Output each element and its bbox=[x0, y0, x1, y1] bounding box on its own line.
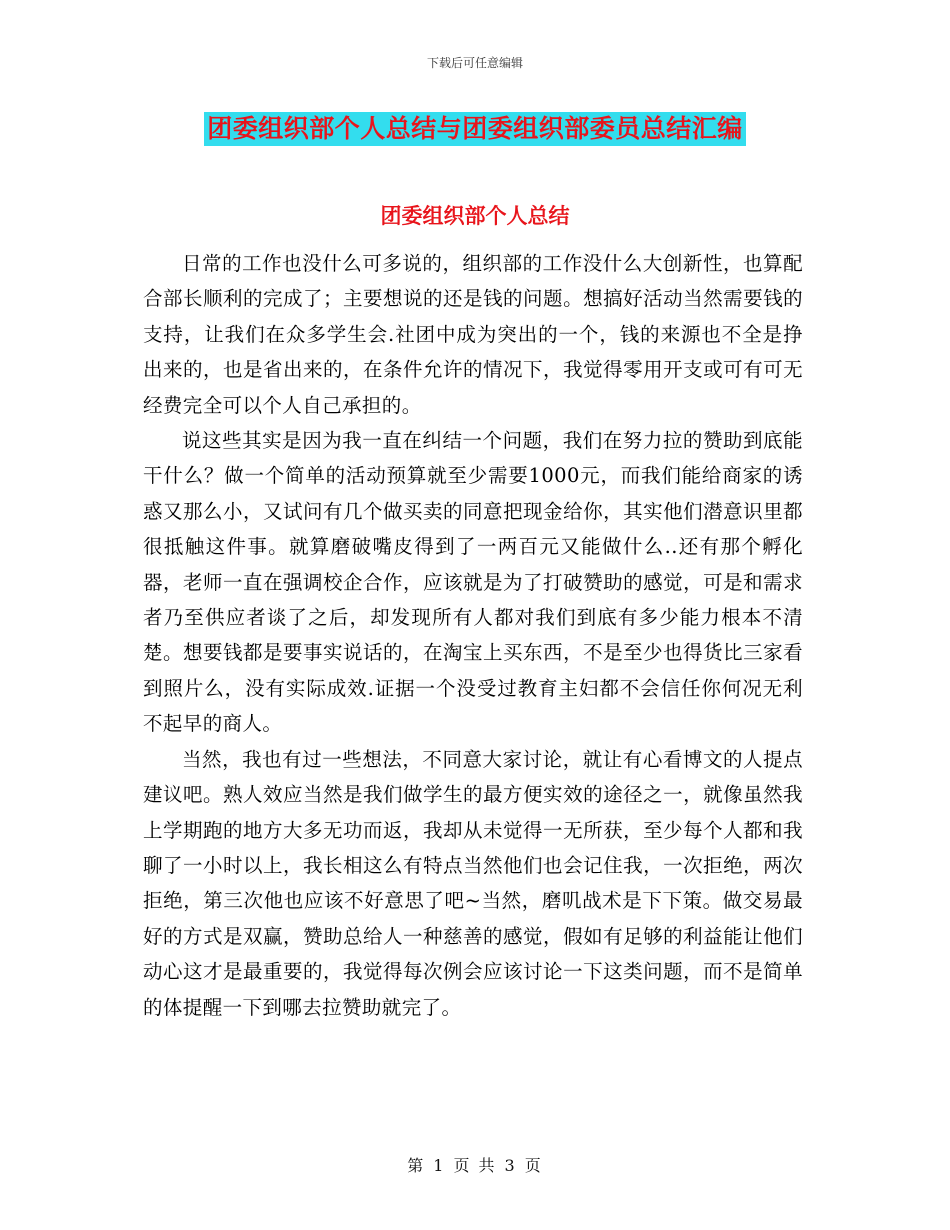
body-text bbox=[143, 246, 803, 1025]
main-title-container bbox=[0, 112, 950, 146]
page-footer bbox=[0, 1153, 950, 1176]
main-title: 团委组织部个人总结与团委组织部委员总结汇编 bbox=[204, 112, 746, 146]
footer-suffix: 页 bbox=[524, 1156, 543, 1175]
footer-total-pages: 3 bbox=[504, 1156, 517, 1175]
footer-prefix: 第 bbox=[407, 1156, 426, 1175]
paragraph-3: 当然，我也有过一些想法，不同意大家讨论，就让有心看博文的人提点建议吧。熟人效应当然是我们做学生的最方便实效的途径之一，就像虽然我上学期跑的地方大多无功而返，我却从未觉得一无所获，至少每个人都和我聊了一小时以上，我长相这么有特点当然他们也会记住我，一次拒绝，两次拒绝，第三次他也应该不好意思了吧~当然，磨叽战术是下下策。做交易最好的方式是双赢，赞助总给人一种慈善的感觉，假如有足够的利益能让他们动心这才是最重要的，我觉得每次例会应该讨论一下这类问题，而不是简单的体提醒一下到哪去拉赞助就完了。 bbox=[143, 747, 803, 1019]
paragraph-1: 日常的工作也没什么可多说的，组织部的工作没什么大创新性，也算配合部长顺利的完成了；主要想说的还是钱的问题。想搞好活动当然需要钱的支持，让我们在众多学生会.社团中成为突出的一个，钱的来源也不全是挣出来的，也是省出来的，在条件允许的情况下，我觉得零用开支或可有可无经费完全可以个人自己承担的。 bbox=[143, 252, 803, 417]
section-title: 团委组织部个人总结 bbox=[380, 204, 570, 228]
header-note: 下载后可任意编辑 bbox=[426, 56, 523, 70]
footer-middle: 页 共 bbox=[453, 1156, 497, 1175]
paragraph-2: 说这些其实是因为我一直在纠结一个问题，我们在努力拉的赞助到底能干什么？做一个简单的活动预算就至少需要1000元，而我们能给商家的诱惑又那么小，又试问有几个做买卖的同意把现金给你，其实他们潜意识里都很抵触这件事。就算磨破嘴皮得到了一两百元又能做什么..还有那个孵化器，老师一直在强调校企合作，应该就是为了打破赞助的感觉，可是和需求者乃至供应者谈了之后，却发现所有人都对我们到底有多少能力根本不清楚。想要钱都是要事实说话的，在淘宝上买东西，不是至少也得货比三家看到照片么，没有实际成效.证据一个没受过教育主妇都不会信任你何况无利不起早的商人。 bbox=[143, 429, 803, 736]
footer-current-page: 1 bbox=[433, 1156, 446, 1175]
